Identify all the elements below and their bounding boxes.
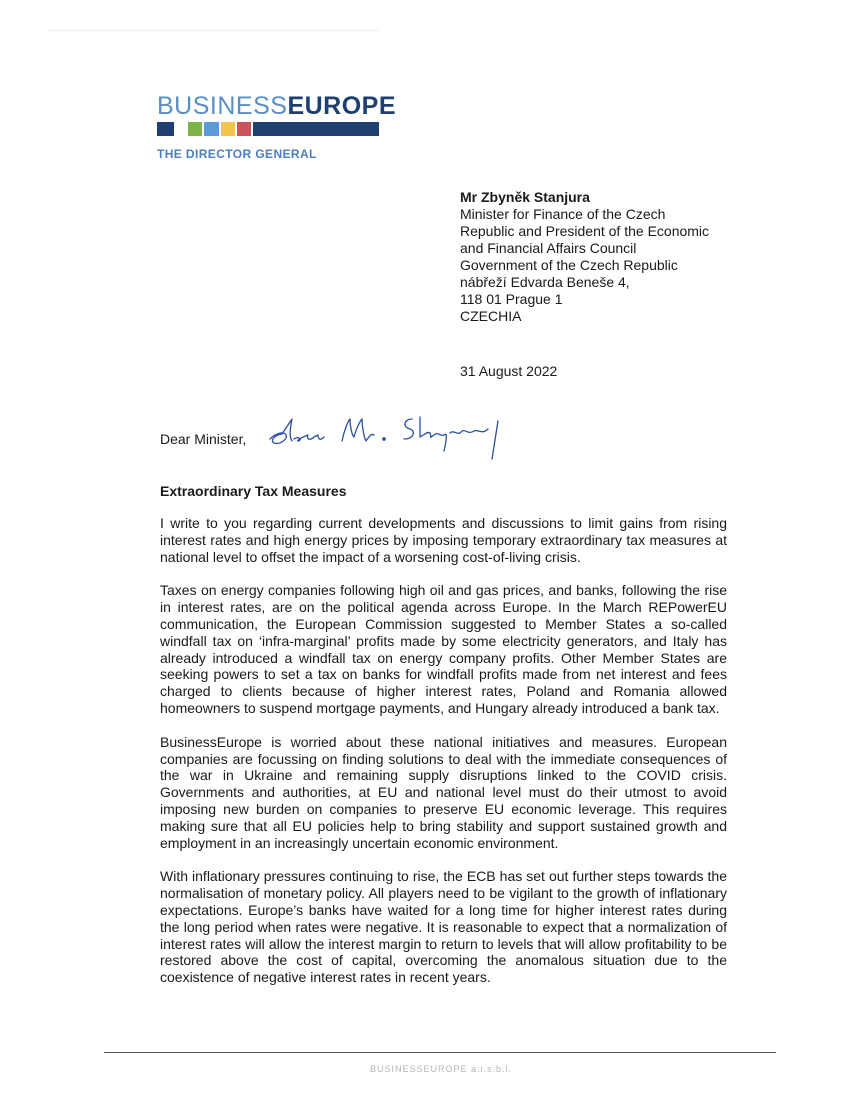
salutation: Dear Minister, (160, 431, 247, 447)
scan-artifact-line (48, 30, 378, 31)
handwriting-stroke-ear (294, 435, 324, 441)
letter-subject: Extraordinary Tax Measures (160, 483, 347, 499)
recipient-name: Mr Zbyněk Stanjura (460, 189, 590, 205)
footer-text: BUSINESSEUROPE a.i.s.b.l. (370, 1064, 513, 1074)
logo-wordmark (157, 92, 397, 120)
handwriting-stroke-slash (492, 421, 498, 459)
handwriting-stroke-stanjura (404, 417, 488, 451)
address-line: Government of the Czech Republic (460, 257, 678, 273)
address-line: 118 01 Prague 1 (460, 291, 563, 307)
body-paragraph: With inflationary pressures continuing to rise, the ECB has set out further steps towards the normalisation of monetary policy. All players need to be vigilant to the growth of inflationary expectations. Europe’s banks have waited for a long time for higher interest rates during the long period when rates were negative. It is reasonable to expect that a normalization of interest rates will allow the interest margin to return to levels that will allow profitability to be restored above the cost of capital, overcoming the anomalous situation due to the coexistence of negative interest rates in recent years. (160, 868, 727, 986)
logo-bar-segment-blue (204, 122, 219, 136)
footer-divider (104, 1052, 776, 1053)
logo-color-bar (157, 122, 379, 136)
logo-bar-segment-yellow (221, 122, 235, 136)
body-paragraph: Taxes on energy companies following high oil and gas prices, and banks, following the rise in interest rates, are on the political agenda across Europe. In the March REPowerEU communication, the European Commission suggested to Member States a so-called windfall tax on ‘infra-marginal’ profits made by some electricity generators, and Italy has already introduced a windfall tax on energy company profits. Other Member States are seeking powers to set a tax on banks for windfall profits made from net interest and fees charged to clients because of higher interest rates, Poland and Romania allowed homeowners to suspend mortgage payments, and Hungary already introduced a bank tax. (160, 582, 727, 716)
director-general-subtitle: THE DIRECTOR GENERAL (157, 147, 317, 161)
handwritten-greeting (262, 407, 507, 467)
address-line: nábřeží Edvarda Beneše 4, (460, 274, 630, 290)
logo-word-europe: EUROPE (287, 92, 397, 120)
body-paragraph: I write to you regarding current developments and discussions to limit gains from rising interest rates and high energy prices by imposing temporary extraordinary tax measures at national level to offset the impact of a worsening cost-of-living crisis. (160, 515, 727, 565)
logo-bar-segment-long-navy (253, 122, 379, 136)
body-paragraph: BusinessEurope is worried about these national initiatives and measures. European companies are focussing on finding solutions to deal with the immediate consequences of the war in Ukraine and remaining supply disruptions linked to the COVID crisis. Governments and authorities, at EU and national level must do their utmost to avoid imposing new burden on companies to preserve EU economic leverage. This requires making sure that all EU policies help to bring stability and support sustained growth and employment in an increasingly uncertain economic environment. (160, 733, 727, 851)
letter-date: 31 August 2022 (460, 363, 558, 379)
address-line: CZECHIA (460, 308, 522, 324)
handwriting-stroke-d (270, 419, 292, 443)
businesseurope-logo (157, 92, 397, 161)
address-line: and Financial Affairs Council (460, 240, 637, 256)
letter-body (160, 515, 727, 1003)
address-line: Minister for Finance of the Czech (460, 206, 666, 222)
logo-bar-segment-red (237, 122, 251, 136)
recipient-address (460, 189, 709, 325)
address-line: Republic and President of the Economic (460, 223, 710, 239)
logo-word-business: BUSINESS (157, 92, 288, 120)
logo-bar-segment-navy (157, 122, 174, 136)
handwriting-dot (383, 438, 385, 440)
logo-bar-segment-green (188, 122, 202, 136)
handwriting-stroke-mr (342, 419, 374, 441)
